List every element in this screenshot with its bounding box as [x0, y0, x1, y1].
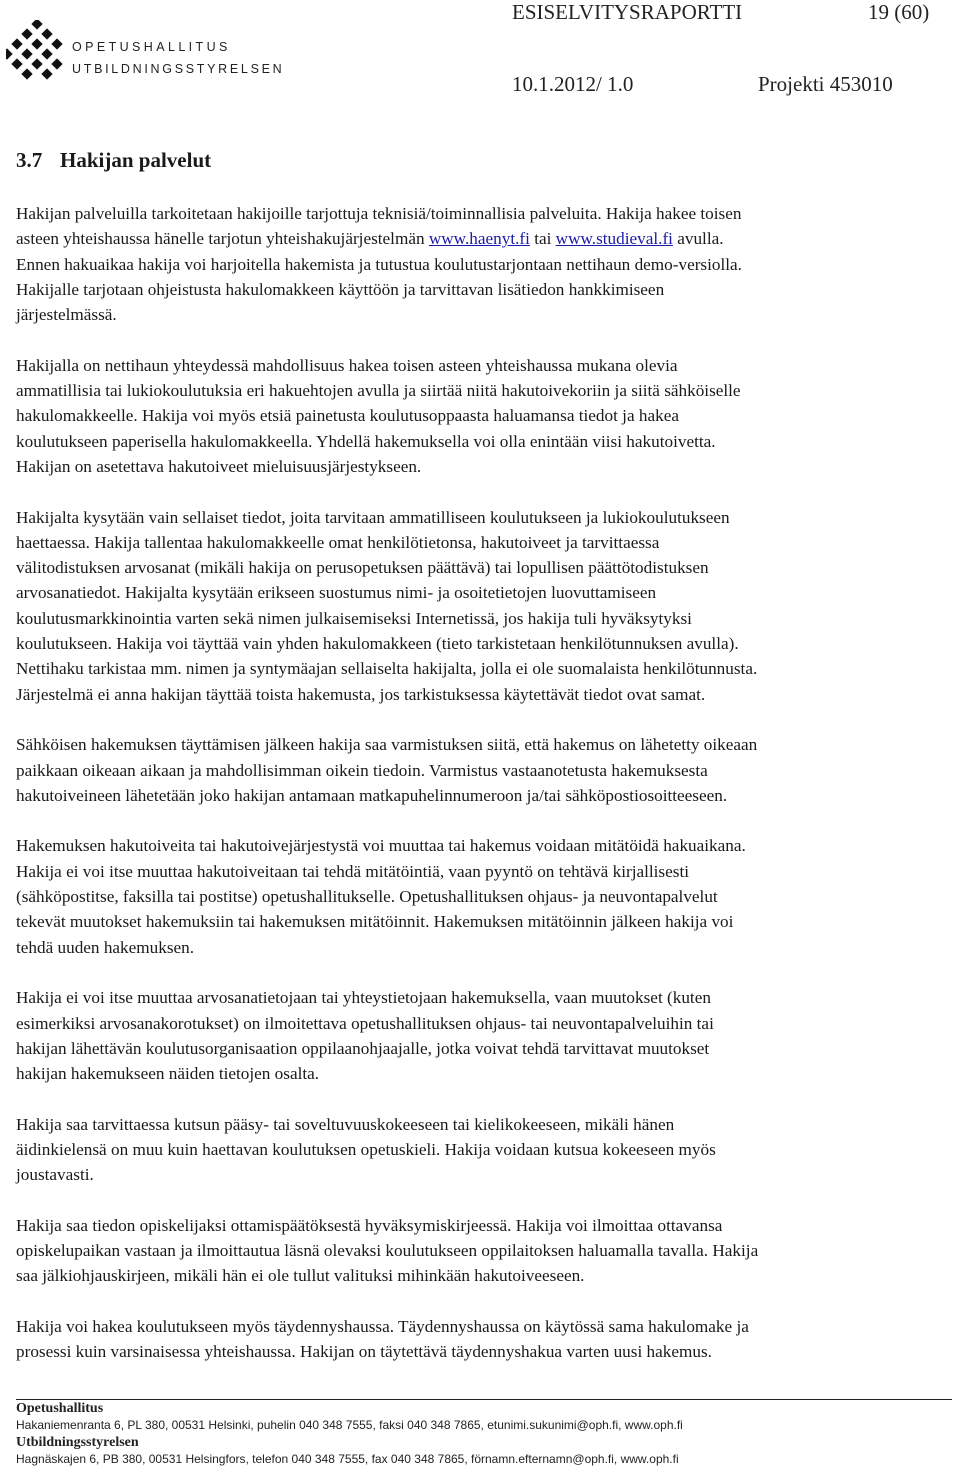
paragraph-line: prosessi kuin varsinaisessa yhteishaussa. Hakijan on täytettävä täydennyshakua varten uusi hakemus. [16, 1342, 712, 1362]
document-date-version: 10.1.2012/ 1.0 [512, 72, 634, 96]
paragraph-line: Hakija saa tarvittaessa kutsun pääsy- tai soveltuvuuskokeeseen tai kielikokeeseen, mikäli hänen [16, 1114, 675, 1134]
footer-address-swedish: Hagnäskajen 6, PB 380, 00531 Helsingfors, telefon 040 348 7555, fax 040 348 7865, förnamn.efternamn@oph.fi, www.oph.fi [16, 1452, 679, 1466]
paragraph-line: hakijan lähettävän koulutusorganisaation oppilaanohjaajalle, jotka voivat tehdä tarvittavat muutokset [16, 1038, 710, 1058]
paragraph-line: Hakijalta kysytään vain sellaiset tiedot, joita tarvitaan ammatilliseen koulutukseen ja lukiokoulutukseen [16, 507, 730, 527]
project-number: Projekti 453010 [758, 72, 893, 96]
paragraph-line: ammatillisia tai lukiokoulutuksia eri hakuehtojen avulla ja siirtää niitä hakutoivekoriin ja siitä sähköiselle [16, 381, 741, 401]
paragraph-4 [16, 732, 952, 808]
paragraph-6 [16, 985, 952, 1086]
paragraph-line: Hakijalla on nettihaun yhteydessä mahdollisuus hakea toisen asteen yhteishaussa mukana olevia [16, 355, 678, 375]
paragraph-9 [16, 1314, 952, 1365]
body-text [16, 201, 952, 1390]
paragraph-line: tehdä uuden hakemuksen. [16, 937, 195, 957]
paragraph-line: Nettihaku tarkistaa mm. nimen ja syntymäajan sellaiselta hakijalta, jolla ei ole suomalaista henkilötunnusta. [16, 659, 758, 679]
paragraph-line: haettaessa. Hakija tallentaa hakulomakkeelle omat henkilötietonsa, hakutoiveet ja tarvittaessa [16, 532, 660, 552]
studieval-link[interactable]: www.studieval.fi [555, 229, 673, 249]
footer-org-finnish: Opetushallitus [16, 1401, 104, 1416]
paragraph-line: esimerkiksi arvosanakorotukset) on ilmoitettava opetushallituksen ohjaus- tai neuvontapalveluihin tai [16, 1013, 714, 1033]
paragraph-text: tai [529, 229, 556, 249]
paragraph-line: koulutukseen paperisella hakulomakkeella. Yhdellä hakemuksella voi olla enintään viisi hakutoivetta. [16, 431, 716, 451]
paragraph-line: Ennen hakuaikaa hakija voi harjoitella hakemista ja tutustua koulutustarjontaan nettihaun demo-versiolla. [16, 254, 742, 274]
paragraph-line: paikkaan oikeaan aikaan ja mahdollisimman oikein tiedoin. Varmistus vastaanotetusta hakemuksesta [16, 760, 708, 780]
haenyt-link[interactable]: www.haenyt.fi [428, 229, 530, 249]
paragraph-line [16, 229, 724, 248]
logo-text-swedish: UTBILDNINGSSTYRELSEN [72, 62, 285, 76]
paragraph-line: Hakijalle tarjotaan ohjeistusta hakulomakkeen käyttöön ja tarvittavan lisätiedon hankkimiseen [16, 279, 665, 299]
paragraph-line: järjestelmässä. [16, 305, 117, 325]
paragraph-line: Hakija voi hakea koulutukseen myös täydennyshaussa. Täydennyshaussa on käytössä sama hakulomake ja [16, 1317, 749, 1337]
paragraph-7 [16, 1112, 952, 1188]
paragraph-line: Sähköisen hakemuksen täyttämisen jälkeen hakija saa varmistuksen siitä, että hakemus on lähetetty oikeaan [16, 735, 758, 755]
paragraph-line: arvosanatiedot. Hakijalta kysytään erikseen suostumus nimi- ja osoitetietojen luovuttamiseen [16, 583, 657, 603]
paragraph-2 [16, 353, 952, 479]
paragraph-line: koulutukseen. Hakija voi täyttää vain yhden hakulomakkeen (tieto tarkistetaan henkilötunnuksen avulla). [16, 634, 739, 654]
footer-org-swedish: Utbildningsstyrelsen [16, 1435, 139, 1450]
document-title: ESISELVITYSRAPORTTI [512, 0, 743, 24]
paragraph-line: hakutoiveineen lähetetään joko hakijan antamaan matkapuhelinnumeroon ja/tai sähköpostiosoitteeseen. [16, 785, 728, 805]
paragraph-line: Hakija ei voi itse muuttaa hakutoiveitaan tai tehdä mitätöintiä, vaan pyyntö on tehtävä kirjallisesti [16, 861, 689, 881]
paragraph-line: Hakija saa tiedon opiskelijaksi ottamispäätöksestä hyväksymiskirjeessä. Hakija voi ilmoittaa ottavansa [16, 1215, 723, 1235]
paragraph-line: Järjestelmä ei anna hakijan täyttää toista hakemusta, jos tarkistuksessa käytettävät tiedot ovat samat. [16, 684, 706, 704]
paragraph-line: (sähköpostitse, faksilla tai postitse) opetushallitukselle. Opetushallituksen ohjaus- ja neuvontapalvelut [16, 887, 718, 907]
diamond-grid-logo-icon [6, 20, 68, 82]
paragraph-3 [16, 505, 952, 707]
paragraph-line: Hakemuksen hakutoiveita tai hakutoivejärjestystä voi muuttaa tai hakemus voidaan mitätöidä hakuaikana. [16, 836, 746, 856]
section-number: 3.7 [16, 148, 43, 172]
paragraph-1 [16, 201, 952, 327]
paragraph-line: hakijan hakemukseen näiden tietojen osalta. [16, 1064, 320, 1084]
paragraph-line: saa jälkiohjauskirjeen, mikäli hän ei ole tullut valituksi mihinkään hakutoiveeseen. [16, 1266, 585, 1286]
paragraph-line: hakulomakkeelle. Hakija voi myös etsiä painetusta koulutusoppaasta haluamansa tiedot ja hakea [16, 406, 679, 426]
organization-logo [0, 14, 300, 84]
logo-text-finnish: OPETUSHALLITUS [72, 40, 231, 54]
paragraph-line: välitodistuksen arvosanat (mikäli hakija on perusopetuksen päättävä) tai lopullisen päättötodistuksen [16, 558, 709, 578]
paragraph-line: opiskelupaikan vastaan ja ilmoittautua läsnä olevaksi koulutukseen oppilaitoksen haluamalla tavalla. Hakija [16, 1241, 759, 1261]
paragraph-text: asteen yhteishaussa hänelle tarjotun yhteishakujärjestelmän [16, 229, 429, 249]
paragraph-line: koulutusmarkkinointia varten sekä nimen julkaisemiseksi Internetissä, jos hakija tuli hyväksytyksi [16, 608, 692, 628]
page-number: 19 (60) [868, 0, 930, 24]
paragraph-text: avulla. [672, 229, 724, 249]
paragraph-line: joustavasti. [16, 1165, 94, 1185]
paragraph-line: Hakijan palveluilla tarkoitetaan hakijoille tarjottuja teknisiä/toiminnallisia palveluita. Hakija hakee toisen [16, 204, 742, 223]
paragraph-line: Hakijan on asetettava hakutoiveet mieluisuusjärjestykseen. [16, 456, 422, 476]
paragraph-5 [16, 833, 952, 959]
paragraph-8 [16, 1213, 952, 1289]
paragraph-line: Hakija ei voi itse muuttaa arvosanatietojaan tai yhteystietojaan hakemuksella, vaan muutokset (kuten [16, 988, 711, 1008]
paragraph-line: tekevät muutokset hakemuksiin tai hakemuksen mitätöinnit. Hakemuksen mitätöinnin jälkeen hakija voi [16, 912, 734, 932]
footer-address-finnish: Hakaniemenranta 6, PL 380, 00531 Helsinki, puhelin 040 348 7555, faksi 040 348 7865, etunimi.sukunimi@oph.fi, www.oph.fi [16, 1418, 683, 1432]
section-title: Hakijan palvelut [60, 148, 212, 172]
paragraph-line: äidinkielensä on muu kuin haettavan koulutuksen opetuskieli. Hakija voidaan kutsua kokeeseen myös [16, 1139, 716, 1159]
page-footer [16, 1400, 683, 1468]
section-heading [16, 148, 211, 173]
